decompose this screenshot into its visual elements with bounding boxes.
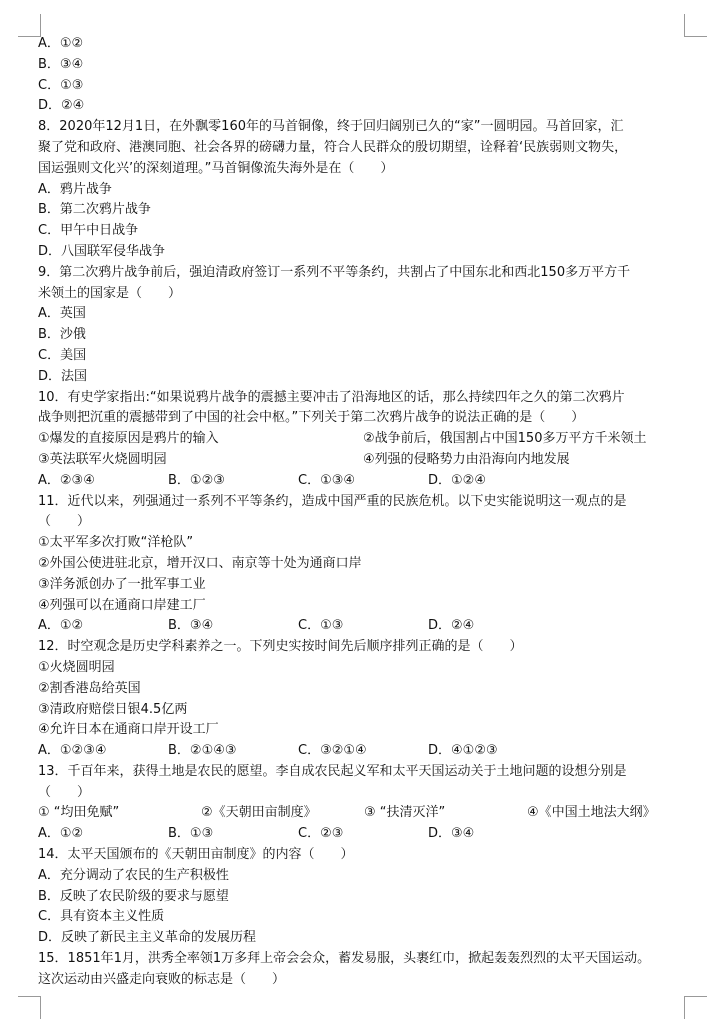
statement-2: ②战争前后，俄国割占中国150多万平方千米领土 (363, 431, 647, 447)
statement-1: ①爆发的直接原因是鸦片的输入 (38, 431, 219, 447)
statement-row (38, 450, 688, 471)
question-stem: 这次运动由兴盛走向衰败的标志是（ ） (38, 971, 286, 987)
option-c: C．②③ (298, 826, 344, 842)
option-d: D．②④ (38, 98, 85, 114)
option-a: A．英国 (38, 306, 86, 322)
question-10 (38, 388, 688, 492)
statement-4: ④列强可以在通商口岸建工厂 (38, 597, 206, 613)
option-d: D．④①②③ (428, 743, 498, 759)
option-a: A．充分调动了农民的生产积极性 (38, 867, 229, 883)
option-b: B．③④ (168, 618, 214, 634)
options-row (38, 471, 688, 492)
option-d: D．法国 (38, 368, 88, 384)
question-stem: （ ） (38, 784, 91, 800)
statement-3: ③洋务派创办了一批军事工业 (38, 576, 206, 592)
question-stem: （ ） (38, 514, 91, 530)
statement-2: ②外国公使进驻北京，增开汉口、南京等十处为通商口岸 (38, 555, 362, 571)
statement-row (38, 803, 688, 824)
option-b: B．反映了农民阶级的要求与愿望 (38, 888, 229, 904)
question-14 (38, 845, 688, 949)
statement-3: ③清政府赔偿日银4.5亿两 (38, 701, 188, 717)
option-c: C．甲午中日战争 (38, 223, 139, 239)
options-row (38, 824, 688, 845)
statement-1: ① “均田免赋” (38, 805, 120, 821)
statement-2: ②《天朝田亩制度》 (201, 805, 317, 821)
question-stem: 聚了党和政府、港澳同胞、社会各界的磅礴力量，符合人民群众的殷切期望，诠释着‘民族弱则文物失， (38, 139, 628, 155)
option-a: A．鸦片战争 (38, 181, 112, 197)
question-stem: 10．有史学家指出:“如果说鸦片战争的震撼主要冲击了沿海地区的话，那么持续四年之久的第二次鸦片 (38, 389, 625, 405)
question-15 (38, 949, 688, 991)
option-a: A．①② (38, 618, 84, 634)
question-8 (38, 117, 688, 263)
question-stem: 11．近代以来，列强通过一系列不平等条约，造成中国严重的民族危机。以下史实能说明这一观点的是 (38, 493, 627, 509)
question-stem: 14．太平天国颁布的《天朝田亩制度》的内容（ ） (38, 847, 354, 863)
question-12 (38, 637, 688, 762)
question-stem: 战争则把沉重的震撼带到了中国的社会中枢。”下列关于第二次鸦片战争的说法正确的是（ ） (38, 410, 585, 426)
option-b: B．②①④③ (168, 743, 237, 759)
question-9 (38, 263, 688, 388)
option-b: B．①②③ (168, 472, 225, 488)
option-a: A．①② (38, 826, 84, 842)
question-11 (38, 492, 688, 638)
statement-1: ①太平军多次打败“洋枪队” (38, 535, 194, 551)
option-d: D．③④ (428, 826, 475, 842)
corner-mark-bottom-left (18, 996, 41, 1019)
option-c: C．①③ (298, 618, 344, 634)
option-d: D．①②④ (428, 472, 486, 488)
statement-4: ④《中国土地法大纲》 (527, 805, 656, 821)
option-d: D．八国联军侵华战争 (38, 243, 166, 259)
option-b: B．第二次鸦片战争 (38, 202, 151, 218)
question-stem: 9．第二次鸦片战争前后，强迫清政府签订一系列不平等条约，共割占了中国东北和西北150多万平方千 (38, 264, 631, 280)
options-row (38, 616, 688, 637)
question-stem: 国运强则文化兴’的深刻道理。”马首铜像流失海外是在（ ） (38, 160, 394, 176)
option-a: A．①② (38, 36, 84, 51)
option-a: A．②③④ (38, 472, 95, 488)
option-b: B．③④ (38, 56, 84, 72)
option-c: C．①③④ (298, 472, 356, 488)
option-c: C．③②①④ (298, 743, 367, 759)
question-stem: 15．1851年1月，洪秀全率领1万多拜上帝会会众，蓄发易服，头裹红巾，掀起轰轰烈烈的太平天国运动。 (38, 951, 651, 967)
question-stem: 13．千百年来，获得土地是农民的愿望。李自成农民起义军和太平天国运动关于土地问题的设想分别是 (38, 763, 627, 779)
question-13 (38, 762, 688, 845)
statement-4: ④允许日本在通商口岸开设工厂 (38, 722, 219, 738)
option-d: D．反映了新民主主义革命的发展历程 (38, 930, 257, 946)
statement-4: ④列强的侵略势力由沿海向内地发展 (363, 451, 570, 467)
statement-3: ③ “扶清灭洋” (364, 805, 446, 821)
question-stem: 米领土的国家是（ ） (38, 285, 182, 301)
statement-1: ①火烧圆明园 (38, 659, 115, 675)
question-stem: 12．时空观念是历史学科素养之一。下列史实按时间先后顺序排列正确的是（ ） (38, 639, 523, 655)
exam-page-content (38, 34, 688, 991)
statement-3: ③英法联军火烧圆明园 (38, 451, 167, 467)
option-c: C．①③ (38, 77, 84, 93)
option-c: C．美国 (38, 347, 87, 363)
corner-mark-bottom-right (684, 996, 707, 1019)
question-stem: 8．2020年12月1日，在外飘零160年的马首铜像，终于回归阔别已久的“家”一圆明园。马首回家，汇 (38, 119, 624, 135)
option-c: C．具有资本主义性质 (38, 909, 165, 925)
option-d: D．②④ (428, 618, 475, 634)
question-7-options (38, 34, 688, 117)
statement-row (38, 429, 688, 450)
option-b: B．①③ (168, 826, 214, 842)
options-row (38, 741, 688, 762)
statement-2: ②割香港岛给英国 (38, 680, 141, 696)
option-a: A．①②③④ (38, 743, 107, 759)
option-b: B．沙俄 (38, 327, 86, 343)
